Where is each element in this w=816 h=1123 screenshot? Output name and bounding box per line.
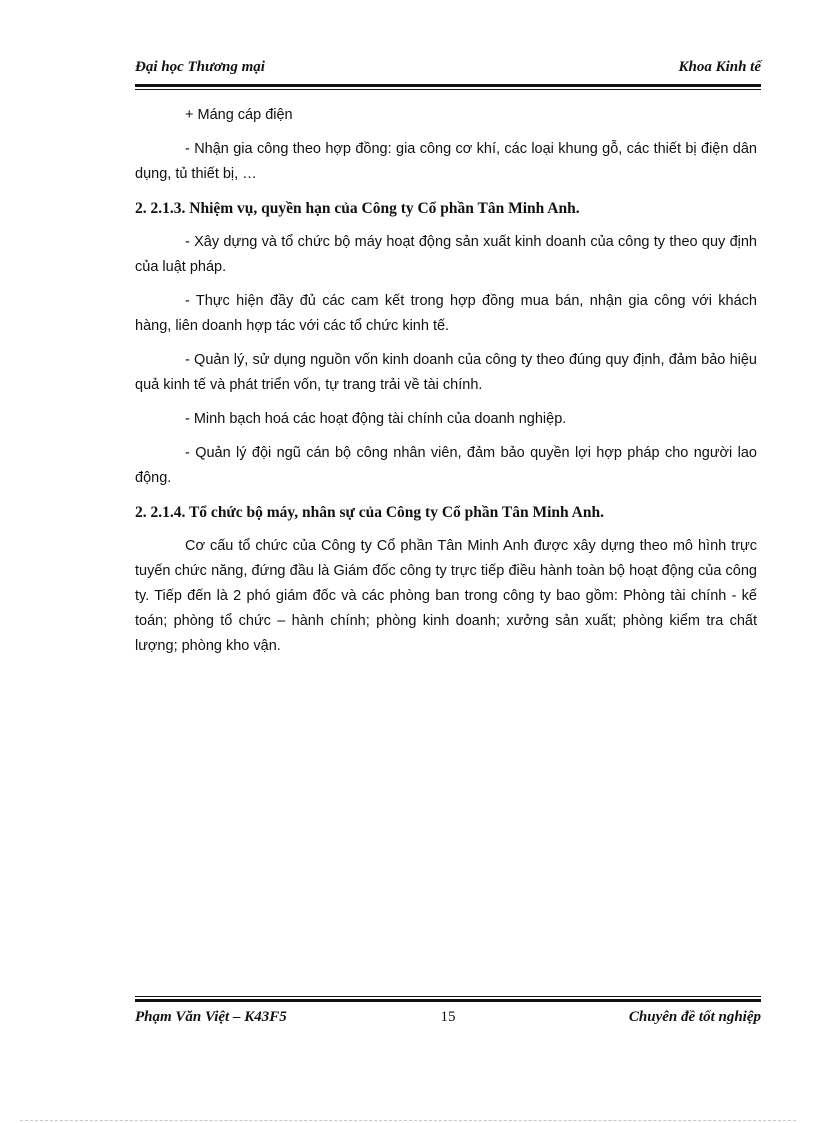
- page-bottom-edge: [20, 1120, 796, 1121]
- footer-rule-thin: [135, 996, 761, 997]
- footer-document-type: Chuyên đề tốt nghiệp: [628, 1009, 761, 1025]
- footer-rule-thick: [135, 999, 761, 1002]
- paragraph-cable-tray: + Máng cáp điện: [185, 107, 293, 123]
- paragraph-duty-transparency: - Minh bạch hoá các hoạt động tài chính của doanh nghiệp.: [185, 411, 567, 427]
- header-rule-thick: [135, 84, 761, 87]
- paragraph-duty-staff: - Quản lý đội ngũ cán bộ công nhân viên, đảm bảo quyền lợi hợp pháp cho người lao động.: [135, 445, 757, 486]
- footer-author: Phạm Văn Việt – K43F5: [135, 1009, 287, 1025]
- paragraph-duty-contracts: - Thực hiện đầy đủ các cam kết trong hợp đồng mua bán, nhận gia công với khách hàng, liên doanh hợp tác với các tổ chức kinh tế.: [135, 293, 757, 334]
- body-content: [135, 103, 757, 668]
- header-university: Đại học Thương mại: [135, 59, 265, 75]
- section-heading-organization: 2. 2.1.4. Tổ chức bộ máy, nhân sự của Công ty Cổ phần Tân Minh Anh.: [135, 504, 604, 521]
- paragraph-org-structure: Cơ cấu tổ chức của Công ty Cổ phần Tân Minh Anh được xây dựng theo mô hình trực tuyến chức năng, đứng đầu là Giám đốc công ty trực tiếp điều hành toàn bộ hoạt động của công ty. Tiếp đến là 2 phó giám đốc và các phòng ban trong công ty bao gồm: Phòng tài chính - kế toán; phòng tổ chức – hành chính; phòng kinh doanh; xưởng sản xuất; phòng kiểm tra chất lượng; phòng kho vận.: [135, 538, 757, 654]
- page-header: [135, 56, 761, 78]
- page-footer: [135, 1006, 761, 1028]
- paragraph-contract-work: - Nhận gia công theo hợp đồng: gia công cơ khí, các loại khung gỗ, các thiết bị điện dân dụng, tủ thiết bị, …: [135, 141, 757, 182]
- header-rule-thin: [135, 89, 761, 90]
- paragraph-duty-organize: - Xây dựng và tổ chức bộ máy hoạt động sản xuất kinh doanh của công ty theo quy định của luật pháp.: [135, 234, 757, 275]
- section-heading-duties: 2. 2.1.3. Nhiệm vụ, quyền hạn của Công ty Cổ phần Tân Minh Anh.: [135, 200, 580, 217]
- page-number: 15: [440, 1009, 456, 1025]
- paragraph-duty-capital: - Quản lý, sử dụng nguồn vốn kinh doanh của công ty theo đúng quy định, đảm bảo hiệu quả kinh tế và phát triển vốn, tự trang trải về tài chính.: [135, 352, 757, 393]
- header-faculty: Khoa Kinh tế: [678, 59, 761, 75]
